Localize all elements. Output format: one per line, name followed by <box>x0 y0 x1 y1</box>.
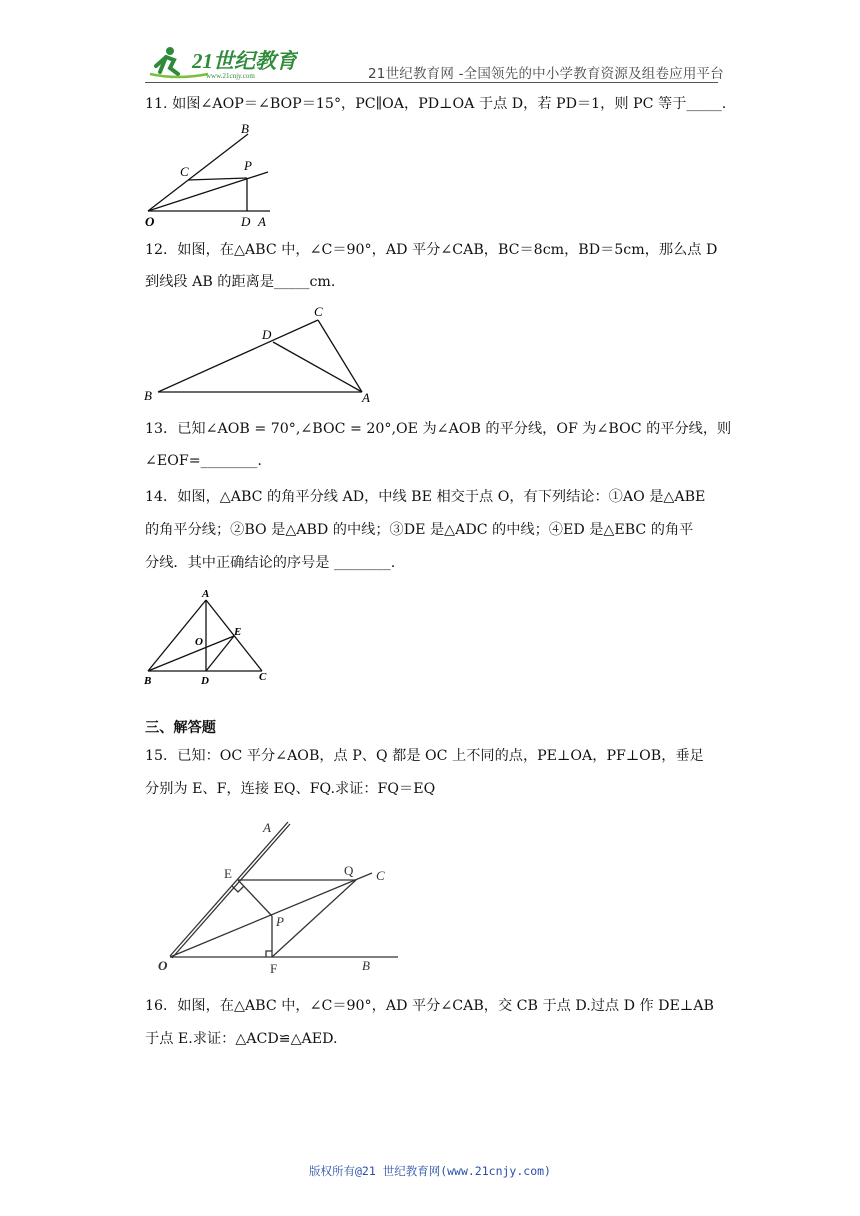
question-14-line1: 14．如图，△ABC 的角平分线 AD，中线 BE 相交于点 O，有下列结论：①AO 是△ABE <box>145 489 706 505</box>
section-heading: 三、解答题 <box>145 720 216 736</box>
label-A: A <box>263 820 271 835</box>
question-11-figure <box>140 116 280 232</box>
question-12-line1: 12．如图，在△ABC 中，∠C＝90°，AD 平分∠CAB，BC＝8cm，BD＝5cm，那么点 D <box>145 242 718 258</box>
label-C: C <box>376 868 385 883</box>
label-E: E <box>224 866 232 881</box>
label-B: B <box>241 121 249 136</box>
label-F: F <box>270 961 278 976</box>
question-15-line1: 15．已知：OC 平分∠AOB，点 P、Q 都是 OC 上不同的点，PE⊥OA，PF⊥OB，垂足 <box>145 748 704 764</box>
label-P: P <box>244 158 252 173</box>
question-12-figure <box>140 302 380 406</box>
question-14-line2: 的角平分线；②BO 是△ABD 的中线；③DE 是△ADC 的中线；④ED 是△EBC 的角平 <box>145 522 694 538</box>
question-14-line3: 分线．其中正确结论的序号是 ________. <box>145 555 396 571</box>
question-13-line2: ∠EOF=________. <box>145 453 262 469</box>
footer-copyright[interactable]: 版权所有@21 世纪教育网(www.21cnjy.com) <box>309 1164 551 1178</box>
label-C: C <box>180 164 189 179</box>
label-C: C <box>259 671 267 683</box>
label-O: O <box>158 958 168 973</box>
label-B: B <box>362 958 370 973</box>
label-B: B <box>144 388 152 403</box>
question-15-line2: 分别为 E、F，连接 EQ、FQ.求证：FQ＝EQ <box>145 781 436 797</box>
label-D: D <box>241 214 251 229</box>
logo-wordmark: 21世纪教育 <box>192 49 297 73</box>
label-O: O <box>195 636 203 648</box>
site-logo <box>148 44 298 80</box>
label-A: A <box>258 214 266 229</box>
question-16-line1: 16．如图，在△ABC 中，∠C＝90°，AD 平分∠CAB，交 CB 于点 D.过点 D 作 DE⊥AB <box>145 998 714 1014</box>
label-D: D <box>201 675 209 687</box>
label-A: A <box>202 588 210 600</box>
label-D: D <box>262 327 272 342</box>
label-Q: Q <box>344 863 354 878</box>
question-15-figure <box>150 818 410 980</box>
label-E: E <box>234 626 242 638</box>
label-P: P <box>276 914 284 929</box>
label-B: B <box>144 675 152 687</box>
question-13-line1: 13．已知∠AOB = 70°,∠BOC = 20°,OE 为∠AOB 的平分线，OF 为∠BOC 的平分线，则 <box>145 421 732 437</box>
logo-url: www.21cnjy.com <box>206 72 255 80</box>
label-C: C <box>314 304 323 319</box>
header-tagline: 21世纪教育网 -全国领先的中小学教育资源及组卷应用平台 <box>368 66 724 82</box>
question-16-line2: 于点 E.求证：△ACD≌△AED. <box>145 1031 338 1047</box>
question-11-text: 11. 如图∠AOP＝∠BOP＝15°，PC∥OA，PD⊥OA 于点 D，若 PD＝1，则 PC 等于_____. <box>145 96 727 112</box>
header-divider <box>145 82 718 83</box>
label-O: O <box>145 214 155 229</box>
label-A: A <box>362 390 370 405</box>
question-14-figure <box>140 586 280 690</box>
question-12-line2: 到线段 AB 的距离是_____cm. <box>145 274 336 290</box>
